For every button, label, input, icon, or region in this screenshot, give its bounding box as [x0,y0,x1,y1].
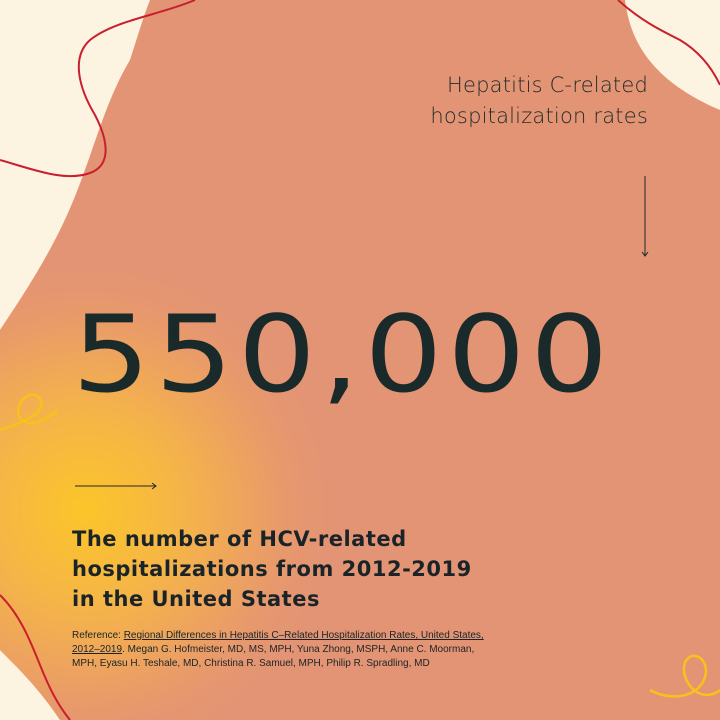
statistic-value: 550,000 [72,293,613,416]
reference-authors: . Megan G. Hofmeister, MD, MS, MPH, Yuna Zhong, MSPH, Anne C. Moorman, MPH, Eyasu H. Teshale, MD, Christina R. Samuel, MPH, Philip R. Spradling, MD [72,644,475,669]
reference-prefix: Reference: [72,630,124,641]
statistic-description: The number of HCV-related hospitalizations from 2012-2019 in the United States [72,527,472,611]
page-title: Hepatitis C-related hospitalization rates [430,73,648,128]
reference-link[interactable]: Regional Differences in Hepatitis C–Related Hospitalization Rates, United States, 2012–2019 [72,630,484,655]
reference-note [72,629,492,671]
